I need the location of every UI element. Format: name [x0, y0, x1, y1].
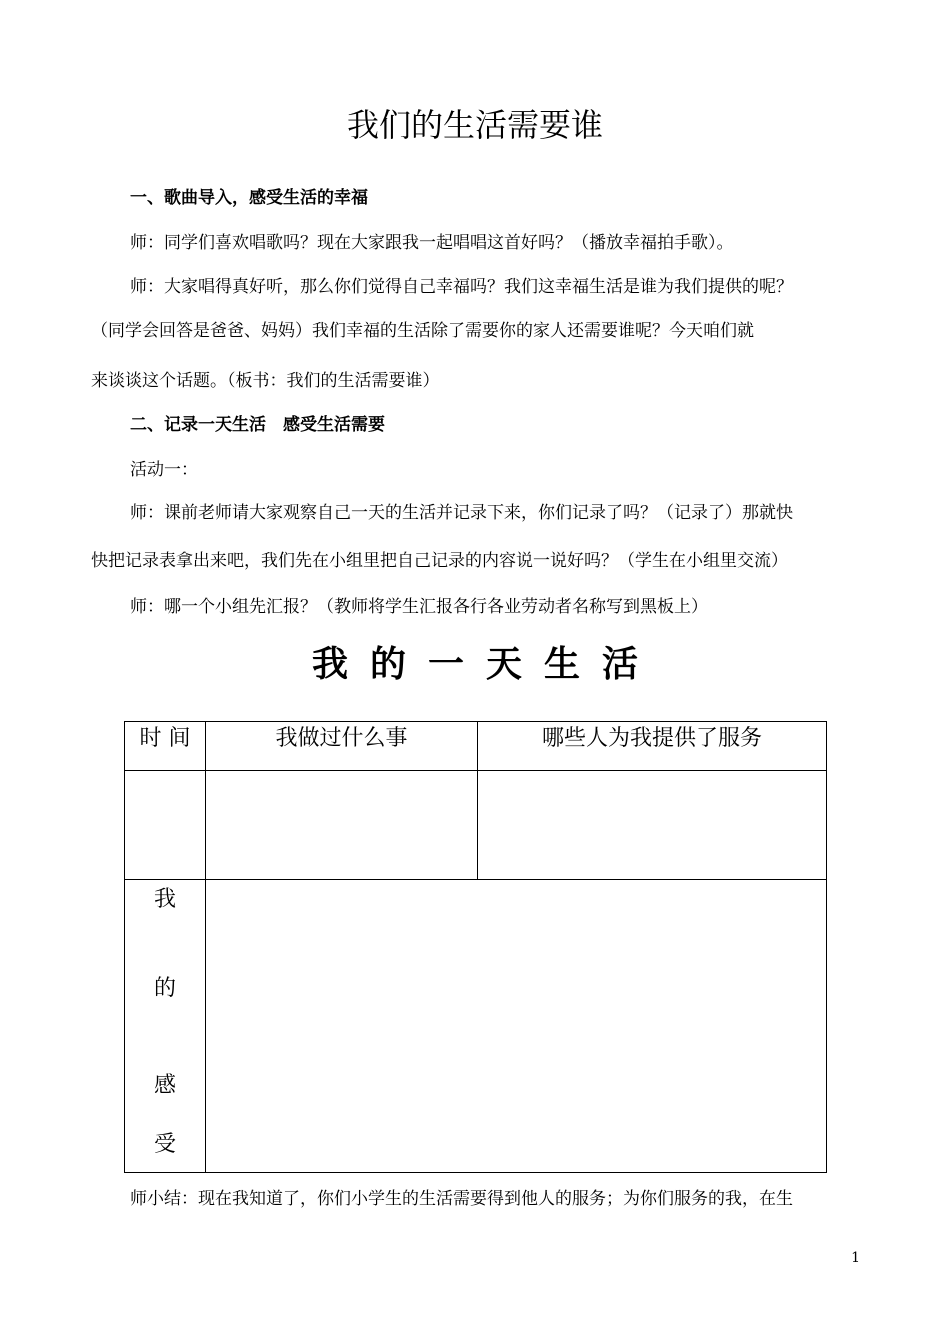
page-number: 1 — [851, 1250, 860, 1266]
feeling-char: 感 — [153, 1073, 176, 1098]
feeling-char: 受 — [153, 1132, 176, 1157]
paragraph-line: 师：哪一个小组先汇报？（教师将学生汇报各行各业劳动者名称写到黑板上） — [130, 597, 708, 617]
paragraph-line: （同学会回答是爸爸、妈妈）我们幸福的生活除了需要你的家人还需要谁呢？今天咱们就 — [91, 321, 754, 341]
activity-label: 活动一： — [130, 460, 198, 480]
service-providers-cell — [478, 771, 827, 880]
activities-cell — [206, 771, 478, 880]
feeling-content-cell — [206, 880, 827, 1173]
table-row — [125, 771, 827, 880]
paragraph-line: 快把记录表拿出来吧，我们先在小组里把自己记录的内容说一说好吗？（学生在小组里交流） — [91, 551, 788, 571]
table-title: 我的一天生活 — [311, 643, 660, 685]
table-header-row — [125, 722, 827, 771]
feeling-char: 我 — [153, 887, 176, 912]
feeling-row — [125, 880, 827, 1173]
feeling-label — [125, 880, 206, 1173]
paragraph-line: 师：同学们喜欢唱歌吗？现在大家跟我一起唱唱这首好吗？（播放幸福拍手歌）。 — [130, 233, 734, 253]
header-activities: 我做过什么事 — [206, 722, 478, 771]
paragraph-line: 师：大家唱得真好听，那么你们觉得自己幸福吗？我们这幸福生活是谁为我们提供的呢？ — [130, 277, 793, 297]
section2-heading: 二、记录一天生活 感受生活需要 — [130, 415, 385, 435]
section1-heading: 一、歌曲导入，感受生活的幸福 — [130, 188, 368, 208]
page-title: 我们的生活需要谁 — [346, 106, 603, 144]
daily-life-record-table — [124, 721, 827, 1173]
summary-line: 师小结：现在我知道了，你们小学生的生活需要得到他人的服务；为你们服务的我，在生 — [130, 1189, 793, 1209]
time-cell — [125, 771, 206, 880]
paragraph-line: 师：课前老师请大家观察自己一天的生活并记录下来，你们记录了吗？（记录了）那就快 — [130, 503, 793, 523]
header-service-providers: 哪些人为我提供了服务 — [478, 722, 827, 771]
feeling-char: 的 — [153, 976, 176, 1001]
header-time: 时 间 — [125, 722, 206, 771]
paragraph-line: 来谈谈这个话题。（板书：我们的生活需要谁） — [91, 371, 440, 391]
